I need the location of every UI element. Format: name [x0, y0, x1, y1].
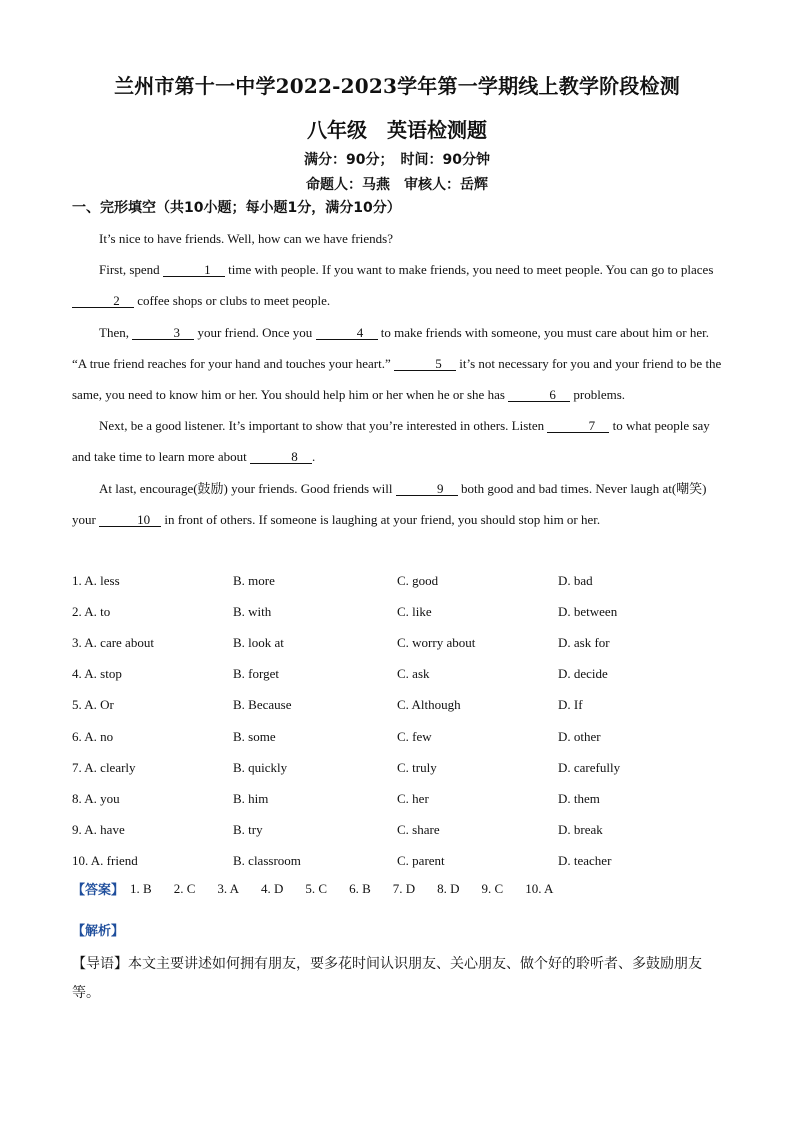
- option-row: 3. A. care about B. look at C. worry about D. ask for: [72, 634, 610, 650]
- options-list: [72, 565, 732, 877]
- blank-8: 8: [250, 450, 312, 464]
- intro-label: 【导语】: [72, 956, 128, 972]
- blank-1: 1: [163, 263, 225, 277]
- answer-item: 10. A: [525, 880, 554, 896]
- blank-3: 3: [132, 326, 194, 340]
- exam-subtitle: 八年级 英语检测题: [307, 118, 487, 142]
- answer-item: 4. D: [261, 880, 284, 896]
- paragraph-5: At last, encourage(鼓励) your friends. Good friends will 9 both good and bad times. Never laugh at(嘲笑) your 10 in front of others. If someone is laughing at your friend, you should stop him or her.: [72, 480, 707, 527]
- answer-item: 2. C: [173, 880, 196, 896]
- option-row: 9. A. have B. try C. share D. break: [72, 822, 603, 838]
- blank-4: 4: [316, 326, 378, 340]
- answer-item: 3. A: [217, 880, 240, 896]
- blank-10: 10: [99, 513, 161, 527]
- score-time: 满分：90分； 时间：90分钟: [304, 152, 490, 168]
- blank-5: 5: [394, 357, 456, 371]
- option-row: 1. A. less B. more C. good D. bad: [72, 572, 593, 588]
- cloze-passage: [72, 223, 722, 535]
- paragraph-3: Then, 3 your friend. Once you 4 to make friends with someone, you must care about him or her. “A true friend reaches for your hand and touches your heart.” 5 it’s not necessary for you and your friend to be the same, you need to know him or her. You should help him or her when he or she has 6 problems.: [72, 324, 722, 403]
- answer-item: 5. C: [305, 880, 328, 896]
- answer-item: 9. C: [481, 880, 504, 896]
- analysis-label: 【解析】: [72, 924, 125, 939]
- option-row: 6. A. no B. some C. few D. other: [72, 728, 601, 744]
- option-row: 7. A. clearly B. quickly C. truly D. carefully: [72, 759, 621, 775]
- option-row: 8. A. you B. him C. her D. them: [72, 790, 600, 806]
- blank-7: 7: [547, 419, 609, 433]
- section-heading: 一、完形填空（共10小题；每小题1分，满分10分）: [72, 200, 401, 216]
- answer-item: 1. B: [130, 880, 152, 896]
- option-row: 10. A. friend B. classroom C. parent D. teacher: [72, 853, 612, 869]
- authors: 命题人：马燕 审核人：岳辉: [306, 177, 488, 193]
- blank-6: 6: [508, 388, 570, 402]
- analysis-intro: [72, 950, 722, 1008]
- option-row: 2. A. to B. with C. like D. between: [72, 603, 618, 619]
- option-row: 5. A. Or B. Because C. Although D. If: [72, 697, 583, 713]
- blank-9: 9: [396, 482, 458, 496]
- answer-item: 8. D: [437, 880, 460, 896]
- paragraph-4: Next, be a good listener. It’s important to show that you’re interested in others. Listen 7 to what people say and take time to learn more about 8 .: [72, 418, 710, 465]
- blank-2: 2: [72, 294, 134, 308]
- paragraph-1: It’s nice to have friends. Well, how can we have friends?: [99, 231, 393, 246]
- intro-text: 本文主要讲述如何拥有朋友，要多花时间认识朋友、关心朋友、做个好的聆听者、多鼓励朋友等。: [72, 956, 702, 1001]
- answer-label: 【答案】: [72, 883, 125, 898]
- answer-line: [72, 879, 575, 898]
- option-row: 4. A. stop B. forget C. ask D. decide: [72, 666, 608, 682]
- paragraph-2: First, spend 1 time with people. If you want to make friends, you need to meet people. You can go to places 2 coffee shops or clubs to meet people.: [72, 254, 722, 316]
- answer-item: 7. D: [392, 880, 416, 896]
- answer-item: 6. B: [349, 880, 371, 896]
- exam-title: 兰州市第十一中学2022-2023学年第一学期线上教学阶段检测: [114, 74, 680, 98]
